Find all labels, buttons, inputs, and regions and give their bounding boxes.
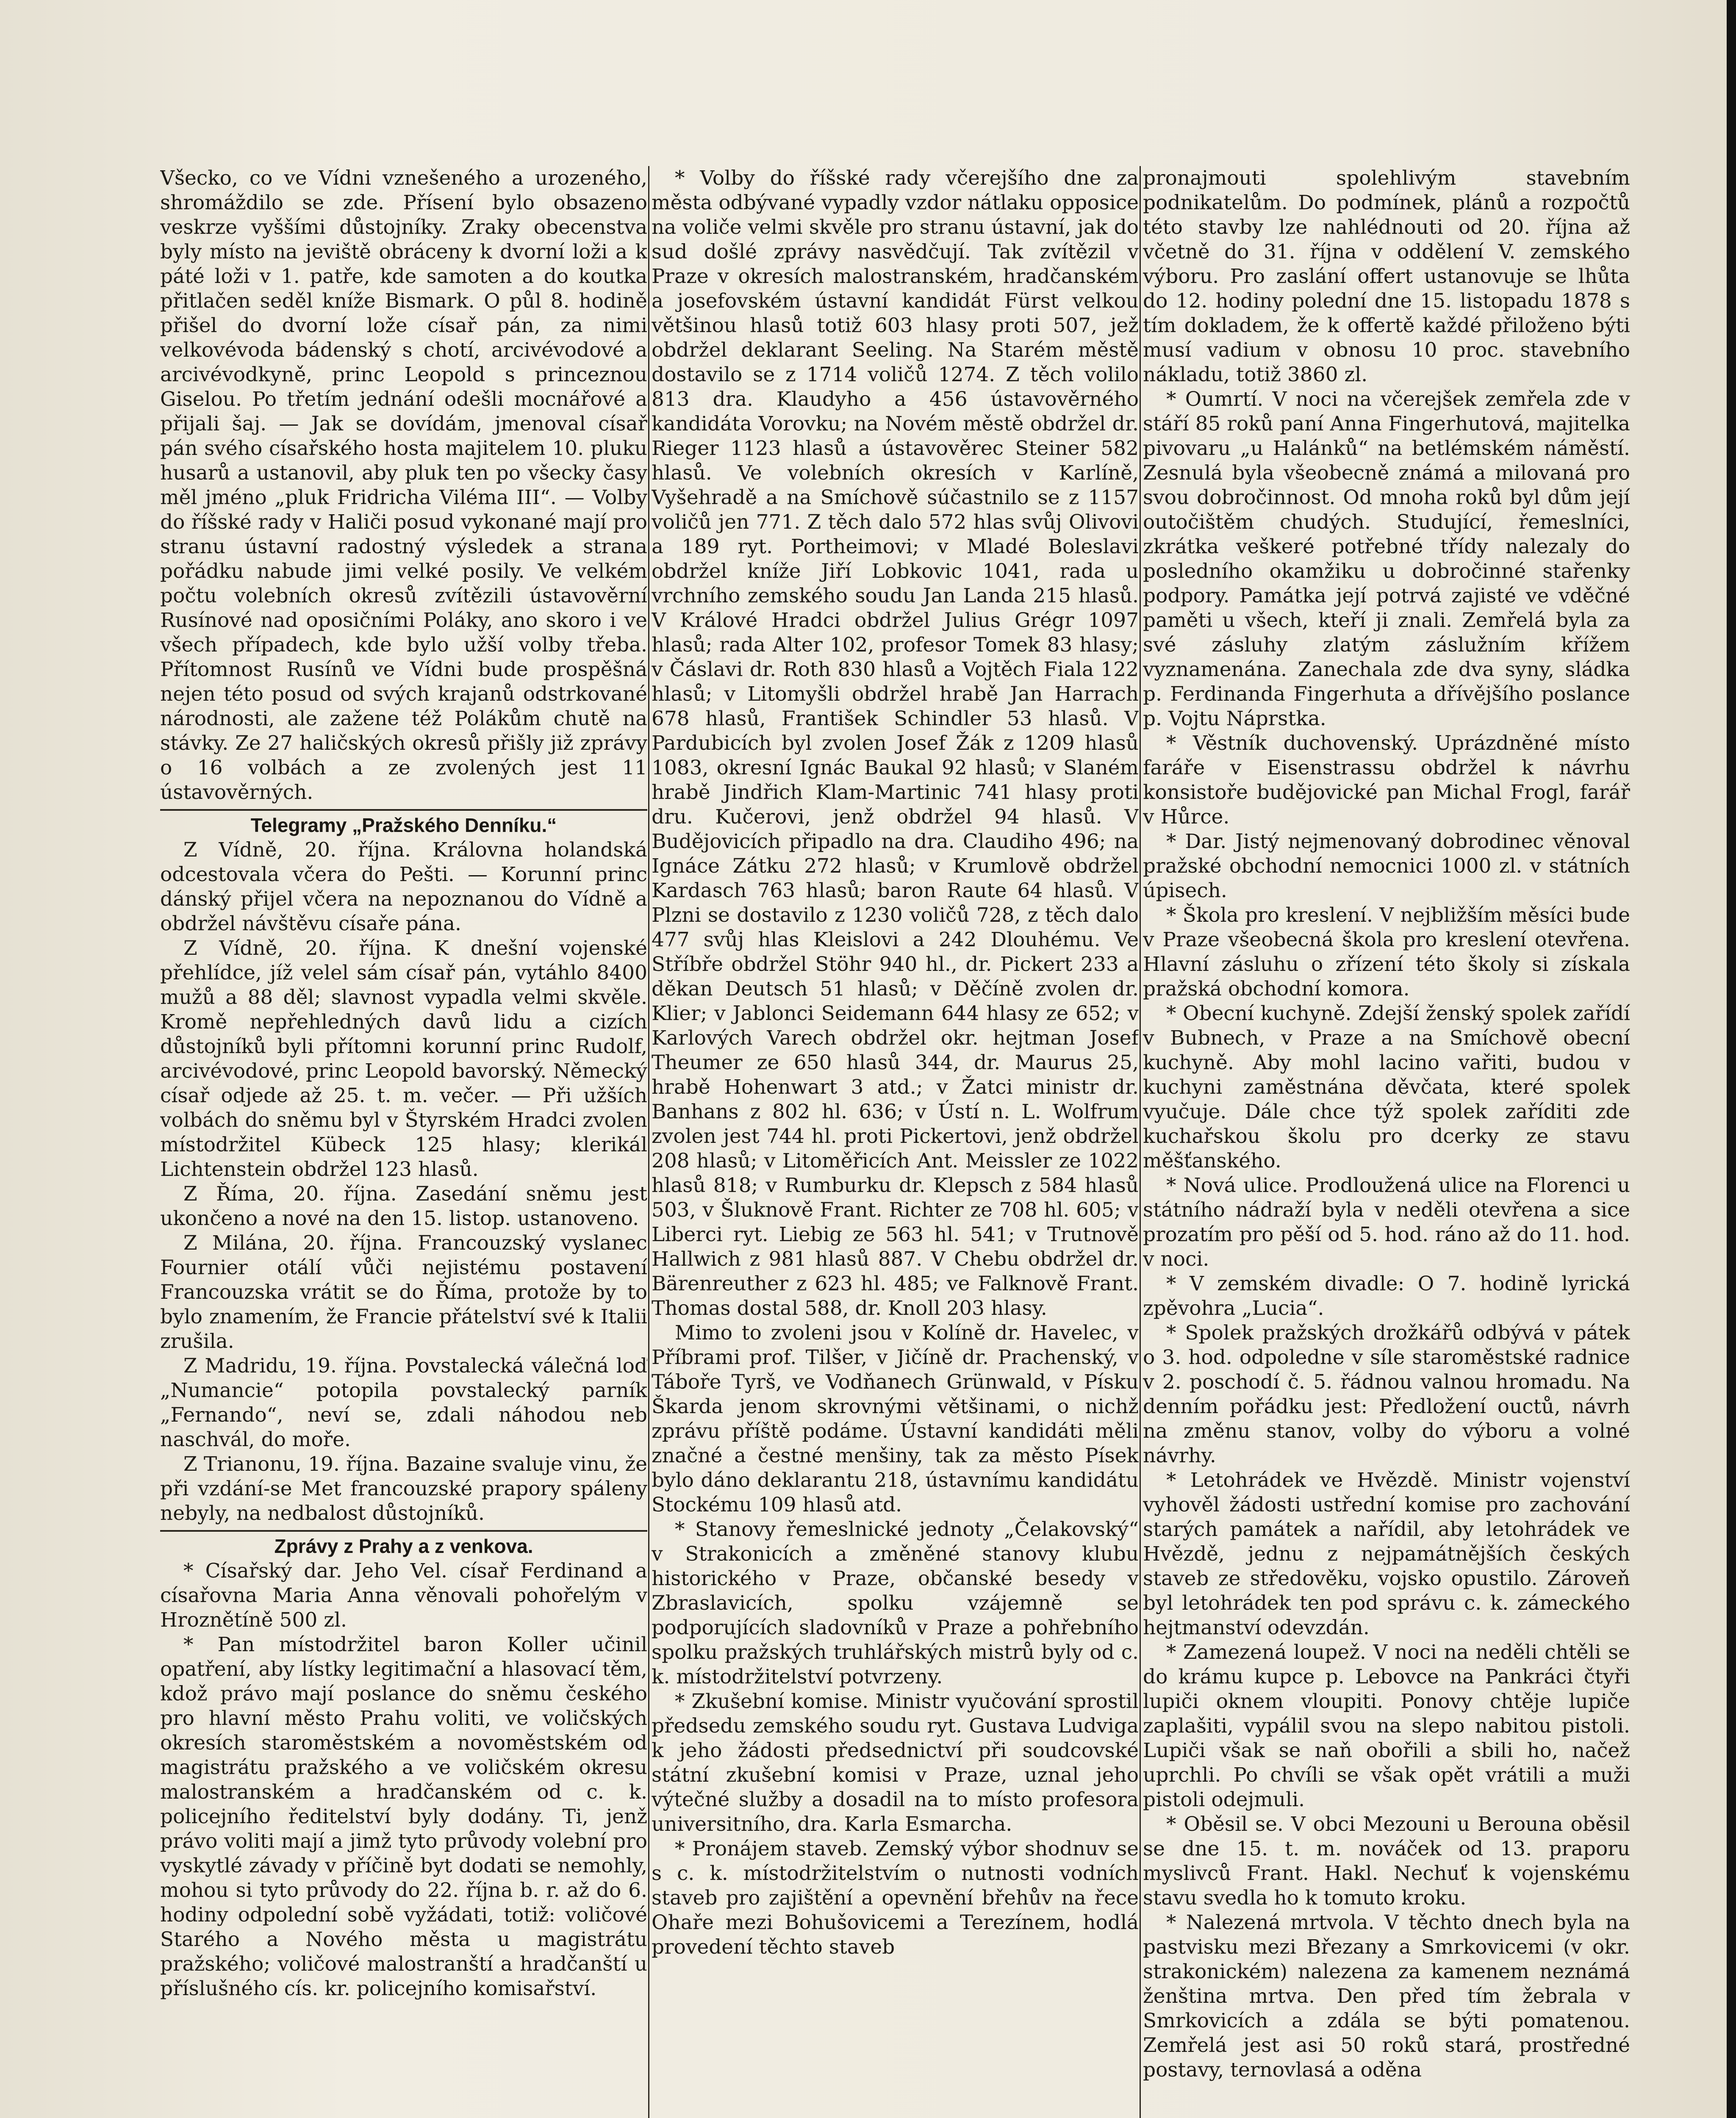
news-item-elections-continued: Mimo to zvoleni jsou v Kolíně dr. Havelec, v Příbrami prof. Tilšer, v Jičíně dr. Prachenský, v Táboře Tyrš, ve Vodňanech Grünwald, v Písku Škarda jenom skrovnými většinami, o nichž zprávu příště podáme. Ústavní kandidáti měli značné a čestné menšiny, tak za město Písek bylo dáno deklarantu 218, ústavnímu kandidátu Stockému 109 hlasů atd. xyxy=(652,1321,1139,1516)
telegram-item: Z Vídně, 20. října. Královna holandská odcestovala včera do Pešti. — Korunní princ dánský přijel včera na nepoznanou do Vídně a obdržel návštěvu císaře pána. xyxy=(160,838,647,935)
news-item: * Oběsil se. V obci Mezouni u Berouna oběsil se dne 15. t. m. nováček od 13. praporu myslivců Frant. Hakl. Nechuť k vojenskému stavu svedla ho k tomuto kroku. xyxy=(1143,1813,1630,1910)
telegram-item: Z Milána, 20. října. Francouzský vyslanec Fournier otálí vůči nejistému postavení Francouzska vrátit se do Říma, protože by to bylo znamením, že Francie přátelství své k Italii zrušila. xyxy=(160,1231,647,1353)
news-item-continued: pronajmouti spolehlivým stavebním podnikatelům. Do podmínek, plánů a rozpočtů této stavby lze nahlédnouti od 20. října až včetně do 31. října v oddělení V. zemského výboru. Pro zaslání offert ustanovuje se lhůta do 12. hodiny polední dne 15. listopadu 1878 s tím dokladem, že k offertě každé přiloženo býti musí vadium v obnosu 10 proc. stavebního nákladu, totiž 3860 zl. xyxy=(1143,166,1630,386)
news-item: * Oumrtí. V noci na včerejšek zemřela zde v stáří 85 roků paní Anna Fingerhutová, majitelka pivovaru „u Halánků“ na betlémském náměstí. Zesnulá byla všeobecně známá a milovaná pro svou dobročinnost. Od mnoha roků byl dům její outočištěm chudých. Studující, řemeslníci, zkrátka veškeré potřebné třídy nalezaly do posledního okamžiku u dobročinné stařenky podpory. Památka její potrvá zajisté ve vděčné paměti u všech, kteří ji znali. Zemřelá byla za své zásluhy zlatým záslužním křížem vyznamenána. Zanechala zde dva syny, sládka p. Ferdinanda Fingerhuta a dřívějšího poslance p. Vojtu Náprstka. xyxy=(1143,388,1630,730)
telegram-item: Z Madridu, 19. října. Povstalecká válečná loď „Numancie“ potopila povstalecký parník „Fernando“, neví se, zdali náhodou neb naschvál, do moře. xyxy=(160,1354,647,1451)
article-vienna-gala: Všecko, co ve Vídni vznešeného a urozeného, shromáždilo se zde. Přísení bylo obsazeno veskrze vyššími důstojníky. Zraky obecenstva byly místo na jeviště obráceny k dvorní loži a k páté loži v 1. patře, kde samoten a do koutka přitlačen seděl kníže Bismark. O půl 8. hodině přišel do dvorní lože císař pán, za nimi velkovévoda bádenský s chotí, arcivévodové a arcivévodkyně, princ Leopold s princeznou Giselou. Po třetím jednání odešli mocnářové a přijali šaj. — Jak se dovídám, jmenoval císař pán svého císařského hosta majitelem 10. pluku husarů a ustanovil, aby pluk ten po všecky časy měl jméno „pluk Fridricha Viléma III“. — Volby do říšské rady v Haliči posud vykonané mají pro stranu ústavní radostný výsledek a strana pořádku nabude jimi velké posily. Ve velkém počtu volebních okresů zvítězili ústavověrní Rusínové nad oposičními Poláky, ano skoro i ve všech případech, kde bylo užší volby třeba. Přítomnost Rusínů ve Vídni bude prospěšná nejen této posud od svých krajanů odstrkované národnosti, ale zažene též Polákům chutě na stávky. Ze 27 haličských okresů přišly již zprávy o 16 volbách a ze zvolených jest 11 ústavověrných. xyxy=(160,166,647,804)
news-item: * Zamezená loupež. V noci na neděli chtěli se do krámu kupce p. Lebovce na Pankráci čtyři lupiči oknem vloupiti. Ponovy chtěje lupiče zaplašiti, vypálil svou na slepo nabitou pistoli. Lupiči však se naň obořili a sbili ho, načež uprchli. Po chvíli se však opět vrátili a muži pistoli odejmuli. xyxy=(1143,1641,1630,1811)
text-columns xyxy=(160,166,1630,2118)
news-item: * Nová ulice. Prodloužená ulice na Florenci u státního nádraží byla v neděli otevřena a sice prozatím pro pěší od 5. hod. ráno až do 11. hod. v noci. xyxy=(1143,1174,1630,1271)
column-2 xyxy=(652,166,1139,2118)
news-item: * Císařský dar. Jeho Vel. císař Ferdinand a císařovna Maria Anna věnovali pohořelým v Hroznětíně 500 zl. xyxy=(160,1559,647,1632)
news-item: * Zkušební komise. Ministr vyučování sprostil předsedu zemského soudu ryt. Gustava Ludviga k jeho žádosti předsednictví při soudcovské státní zkušební komisi v Praze, uznal jeho výtečné služby a dosadil na to místo profesora universitního, dra. Karla Esmarcha. xyxy=(652,1690,1139,1836)
news-item: * V zemském divadle: O 7. hodině lyrická zpěvohra „Lucia“. xyxy=(1143,1272,1630,1320)
news-item: * Spolek pražských drožkářů odbývá v pátek o 3. hod. odpoledne v síle staroměstské radnice v 2. poschodí č. 5. řádnou valnou hromadu. Na denním pořádku jest: Předložení ouctů, návrh na změnu stanov, volby do výboru a volné návrhy. xyxy=(1143,1321,1630,1467)
news-item: * Obecní kuchyně. Zdejší ženský spolek zařídí v Bubnech, v Praze a na Smíchově obecní kuchyně. Aby mohl lacino vařiti, budou v kuchyni zaměstnána děvčata, které spolek vyučuje. Dále chce týž spolek zaříditi zde kuchařskou školu pro dcerky ze stavu měšťanského. xyxy=(1143,1002,1630,1173)
news-item: * Pronájem staveb. Zemský výbor shodnuv se s c. k. místodržitelstvím o nutnosti vodních staveb pro zajištění a opevnění břehův na řece Ohaře mezi Bohušovicemi a Terezínem, hodlá provedení těchto staveb xyxy=(652,1837,1139,1959)
news-item: * Letohrádek ve Hvězdě. Ministr vojenství vyhověl žádosti ustřední komise pro zachování starých památek a nařídil, aby letohrádek ve Hvězdě, jednu z nejpamátnějších českých staveb ze středověku, vojsko opustilo. Zároveň byl letohrádek ten pod správu c. k. zámeckého hejtmanství odevzdán. xyxy=(1143,1469,1630,1639)
news-item: * Pan místodržitel baron Koller učinil opatření, aby lístky legitimační a hlasovací těm, kdož právo mají poslance do sněmu českého pro hlavní město Prahu voliti, ve voličských okresích staroměstském a novoměstském od magistrátu pražského a ve voličském okresu malostranském a hradčanském od c. k. policejního ředitelství byly dodány. Ti, jenž právo voliti mají a jimž tyto průvody volební pro vyskytlé závady v příčině byt dodati se nemohly, mohou si tyto průvody do 22. října b. r. až do 6. hodiny odpolední sobě vyžádati, totiž: voličové Starého a Nového města u magistrátu pražského; voličové malostranští a hradčanští u příslušného cís. kr. policejního komisařství. xyxy=(160,1633,647,2000)
news-item: * Nalezená mrtvola. V těchto dnech byla na pastvisku mezi Březany a Smrkovicemi (v okr. strakonickém) nalezena za kamenem neznámá ženština mrtva. Den před tím žebrala v Smrkovicích a zdála se býti pomatenou. Zemřelá jest asi 50 roků stará, prostředné postavy, ternovlasá a oděna xyxy=(1143,1911,1630,2082)
local-news-section-heading: Zprávy z Prahy a z venkova. xyxy=(160,1530,647,1559)
column-rule-2 xyxy=(1140,166,1141,2118)
column-1 xyxy=(160,166,647,2118)
news-item: * Stanovy řemeslnické jednoty „Čelakovský“ v Strakonicích a změněné stanovy klubu historického v Praze, občanské besedy v Zbraslavicích, spolku vzájemně se podporujících sladovníků v Praze a pohřebního spolku pražských truhlářských mistrů byly od c. k. místodržitelství potvrzeny. xyxy=(652,1518,1139,1688)
telegram-item: Z Říma, 20. října. Zasedání sněmu jest ukončeno a nové na den 15. listop. ustanoveno. xyxy=(160,1182,647,1230)
scan-edge xyxy=(1727,0,1736,2118)
column-rule-1 xyxy=(648,166,649,2118)
news-item: * Dar. Jistý nejmenovaný dobrodinec věnoval pražské obchodní nemocnici 1000 zl. v státních úpisech. xyxy=(1143,830,1630,902)
telegram-item: Z Vídně, 20. října. K dnešní vojenské přehlídce, jíž velel sám císař pán, vytáhlo 8400 mužů a 88 děl; slavnost vypadla velmi skvěle. Kromě nepřehledných davů lidu a cizích důstojníků byli přítomni korunní princ Rudolf, arcivévodové, princ Leopold bavorský. Německý císař odjede až 25. t. m. večer. — Při užších volbách do sněmu byl v Štyrském Hradci zvolen místodržitel Kübeck 125 hlasy; klerikál Lichtenstein obdržel 123 hlasů. xyxy=(160,937,647,1181)
telegram-section-heading: Telegramy „Pražského Denníku.“ xyxy=(160,809,647,838)
news-item-elections: * Volby do říšské rady včerejšího dne za města odbývané vypadly vzdor nátlaku opposice na voliče velmi skvěle pro stranu ústavní, jak do sud došlé zprávy nasvědčují. Tak zvítězil v Praze v okresích malostranském, hradčanském a josefovském ústavní kandidát Fürst velkou většinou hlasů totiž 603 hlasy proti 507, jež obdržel deklarant Seeling. Na Starém městě dostavilo se z 1714 voličů 1274. Z těch volilo 813 dra. Klaudyho a 456 ústavověrného kandidáta Vorovku; na Novém městě obdržel dr. Rieger 1123 hlasů a ústavověrec Steiner 582 hlasů. Ve volebních okresích v Karlíně, Vyšehradě a na Smíchově súčastnilo se z 1157 voličů jen 771. Z těch dalo 572 hlas svůj Olivovi a 189 ryt. Portheimovi; v Mladé Boleslavi obdržel kníže Jiří Lobkovic 1041, rada u vrchního zemského soudu Jan Landa 215 hlasů. V Králové Hradci obdržel Julius Grégr 1097 hlasů; rada Alter 102, profesor Tomek 83 hlasy; v Čáslavi dr. Roth 830 hlasů a Vojtěch Fiala 122 hlasů; v Litomyšli obdržel hrabě Jan Harrach 678 hlasů, František Schindler 53 hlasů. V Pardubicích byl zvolen Josef Žák z 1209 hlasů 1083, okresní Ignác Baukal 92 hlasů; v Slaném hrabě Jindřich Klam-Martinic 741 hlasy proti dru. Kučerovi, jenž obdržel 94 hlasů. V Budějovicích připadlo na dra. Claudiho 496; na Ignáce Zátku 272 hlasů; v Krumlově obdržel Kardasch 763 hlasů; baron Raute 64 hlasů. V Plzni se dostavilo z 1230 voličů 728, z těch dalo 477 svůj hlas Kleislovi a 242 Dlouhému. Ve Stříbře obdržel Stöhr 940 hl., dr. Pickert 233 a děkan Deutsch 51 hlasů; v Děčíně zvolen dr. Klier; v Jablonci Seidemann 644 hlasy ze 652; v Karlových Varech obdržel okr. hejtman Josef Theumer ze 650 hlasů 344, dr. Maurus 25, hrabě Hohenwart 3 atd.; v Žatci ministr dr. Banhans z 802 hl. 636; v Ústí n. L. Wolfrum zvolen jest 744 hl. proti Pickertovi, jenž obdržel 208 hlasů; v Litoměřicích Ant. Meissler ze 1022 hlasů 818; v Rumburku dr. Klepsch z 584 hlasů 503, v Šluknově Frant. Richter ze 708 hl. 605; v Liberci ryt. Liebig ze 563 hl. 541; v Trutnově Hallwich z 981 hlasů 887. V Chebu obdržel dr. Bärenreuther z 623 hl. 485; ve Falknově Frant. Thomas dostal 588, dr. Knoll 203 hlasy. xyxy=(652,166,1139,1320)
news-item: * Škola pro kreslení. V nejbližším měsíci bude v Praze všeobecná škola pro kreslení otevřena. Hlavní zásluhu o zřízení této školy si získala pražská obchodní komora. xyxy=(1143,904,1630,1001)
column-3 xyxy=(1143,166,1630,2118)
news-item: * Věstník duchovenský. Uprázdněné místo faráře v Eisenstrassu obdržel k návrhu konsistoře budějovické pan Michal Frogl, farář v Hůrce. xyxy=(1143,732,1630,829)
telegram-item: Z Trianonu, 19. října. Bazaine svaluje vinu, že při vzdání-se Met francouzské prapory spáleny nebyly, na nedbalost důstojníků. xyxy=(160,1453,647,1525)
